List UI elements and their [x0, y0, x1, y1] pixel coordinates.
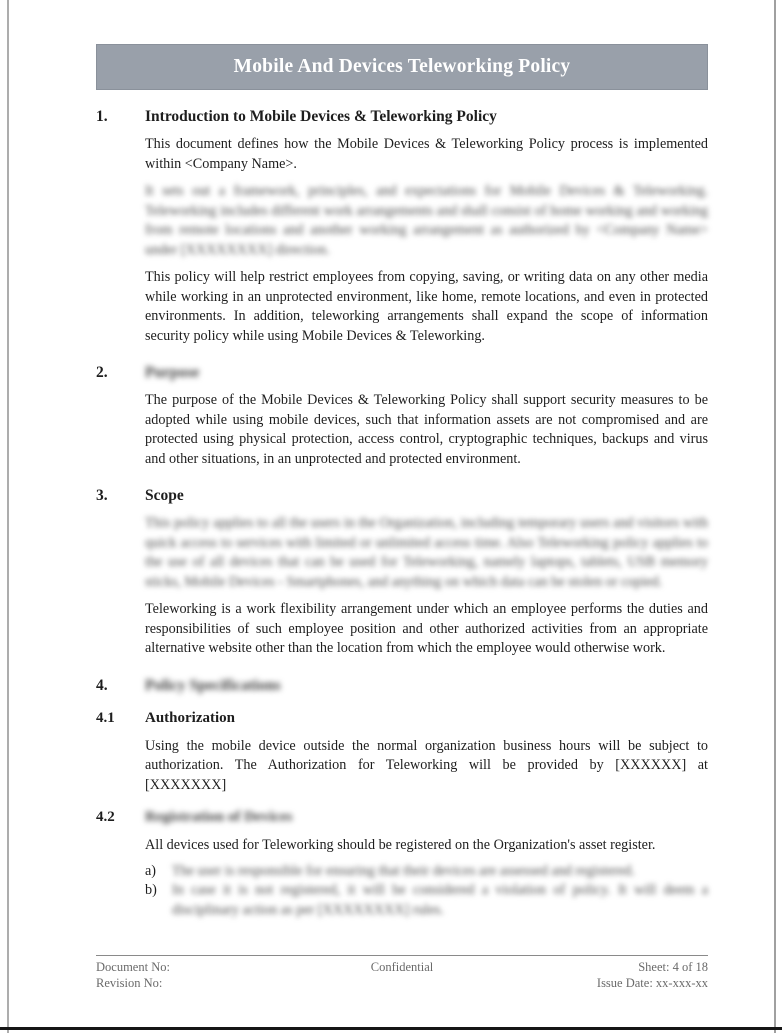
footer-left — [96, 959, 371, 991]
section-heading-3 — [96, 485, 708, 506]
section-title: Authorization — [145, 709, 235, 726]
page-edge-right — [774, 0, 776, 1033]
blurred-paragraph: This policy applies to all the users in the Organization, including temporary users and visitors with quick access to services with limited or unlimited access time. Also Teleworking policy applies to the use of all devices that can be used for Teleworking, namely laptops, tablets, USB memory sticks, Mobile Devices - Smartphones, and anything on which data can be stolen or copied. — [145, 515, 708, 590]
page-edge-bottom — [0, 1027, 782, 1030]
blurred-list-text: In case it is not registered, it will be considered a violation of policy. It will deem a disciplinary action as per [XXXXXXXX] rules. — [172, 882, 708, 918]
blurred-section-title: Purpose — [145, 364, 200, 381]
section-heading-2 — [96, 362, 708, 383]
section-number: 4.2 — [96, 809, 115, 825]
section-number: 4.1 — [96, 709, 115, 726]
footer-issue-date: Issue Date: xx-xxx-xx — [596, 976, 708, 990]
footer-confidential: Confidential — [370, 960, 434, 974]
footer-document-no: Document No: — [96, 960, 170, 974]
page-footer — [96, 955, 708, 991]
section-number: 2. — [96, 364, 108, 381]
footer-sheet: Sheet: 4 of 18 — [638, 960, 708, 974]
blurred-section-title: Policy Specifications — [145, 676, 281, 694]
section-heading-4 — [96, 675, 708, 696]
list-marker: b) — [145, 882, 157, 898]
footer-right — [433, 959, 708, 991]
list-item — [145, 881, 708, 920]
blurred-list-text: The user is responsible for ensuring that their devices are assessed and registered. — [172, 862, 635, 879]
section-number: 1. — [96, 108, 108, 125]
list-item — [145, 862, 708, 882]
blurred-section-title: Registration of Devices — [145, 809, 293, 825]
section-heading-1 — [96, 106, 708, 127]
paragraph: All devices used for Teleworking should be registered on the Organization's asset register. — [145, 837, 656, 853]
paragraph: Teleworking is a work flexibility arrangement under which an employee performs the duties and responsibilities of such employee position and other authorized activities from an appropriate alternative website other than the location from which the employee would otherwise work. — [145, 601, 708, 656]
document-content — [96, 0, 708, 920]
page-edge-left — [7, 0, 9, 1033]
paragraph: Using the mobile device outside the normal organization business hours will be subject to authorization. The Authorization for Teleworking will be provided by [XXXXXX] at [XXXXXXX] — [145, 737, 708, 793]
section-heading-4-1 — [96, 708, 708, 729]
lettered-list — [145, 862, 708, 921]
section-heading-4-2 — [96, 807, 708, 828]
document-title: Mobile And Devices Teleworking Policy — [233, 56, 571, 77]
section-number: 4. — [96, 676, 108, 694]
section-title: Introduction to Mobile Devices & Teleworking Policy — [145, 108, 497, 125]
paragraph: The purpose of the Mobile Devices & Teleworking Policy shall support security measures to be adopted while using mobile devices, such that information assets are not compromised and are protected using physical protection, access control, cryptographic techniques, backups and virus and other situations, in an unprotected and protected environment. — [145, 392, 708, 467]
section-number: 3. — [96, 487, 108, 504]
paragraph: This policy will help restrict employees from copying, saving, or writing data on any other media while working in an unprotected environment, like home, remote locations, and even in protected environments. In addition, teleworking arrangements shall expand the scope of information security policy while using Mobile Devices & Teleworking. — [145, 269, 708, 344]
section-title: Scope — [145, 487, 184, 504]
list-marker: a) — [145, 862, 157, 879]
document-title-banner — [96, 44, 708, 90]
paragraph: This document defines how the Mobile Devices & Teleworking Policy process is implemented within <Company Name>. — [145, 136, 708, 172]
blurred-paragraph: It sets out a framework, principles, and expectations for Mobile Devices & Teleworking. Teleworking includes different work arrangements and shall consist of home working and working from remote locations and another working arrangement as authorized by <Company Name> under [XXXXXXXX] direction. — [145, 183, 708, 258]
footer-revision-no: Revision No: — [96, 976, 163, 990]
